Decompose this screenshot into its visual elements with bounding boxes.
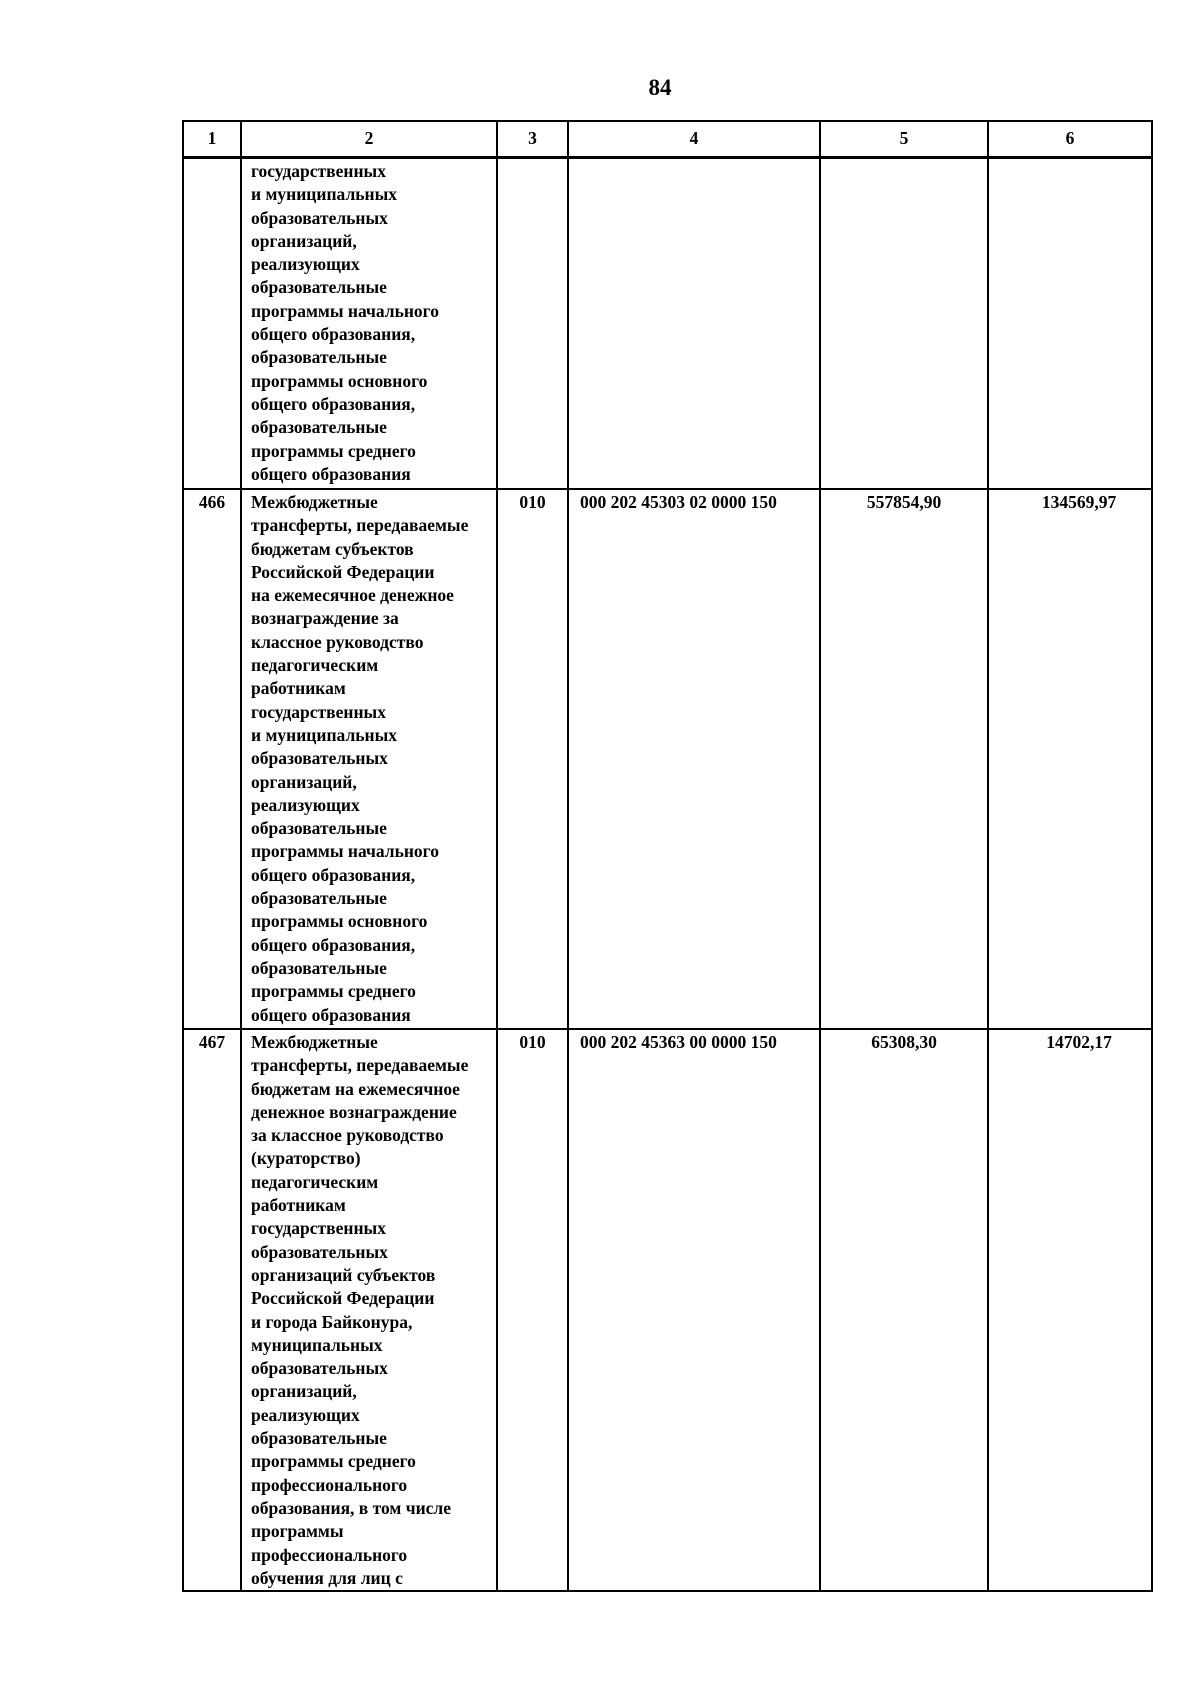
row-amount-col5 bbox=[820, 158, 988, 490]
header-cell-3: 3 bbox=[497, 121, 568, 158]
row-code bbox=[497, 158, 568, 490]
row-budget-classification-code: 000 202 45363 00 0000 150 bbox=[568, 1029, 820, 1591]
row-budget-classification-code: 000 202 45303 02 0000 150 bbox=[568, 489, 820, 1029]
page-number: 84 bbox=[648, 75, 672, 100]
row-description: Межбюджетные трансферты, передаваемые бюджетам на ежемесячное денежное вознаграждение за классное руководство (кураторство) педагогическим работникам государственных образовательных организаций субъектов Российской Федерации и города Байконура, муниципальных образовательных организаций, реализующих образовательные программы среднего профессионального образования, в том числе программы профессионального обучения для лиц с bbox=[241, 1029, 497, 1591]
budget-table bbox=[182, 120, 1153, 1592]
row-number bbox=[183, 158, 241, 490]
row-amount-col6 bbox=[988, 158, 1152, 490]
header-cell-2: 2 bbox=[241, 121, 497, 158]
table-row bbox=[183, 489, 1152, 1029]
header-cell-6: 6 bbox=[988, 121, 1152, 158]
row-code: 010 bbox=[497, 489, 568, 1029]
row-budget-classification-code bbox=[568, 158, 820, 490]
table-row bbox=[183, 158, 1152, 490]
header-cell-1: 1 bbox=[183, 121, 241, 158]
header-cell-4: 4 bbox=[568, 121, 820, 158]
row-number: 467 bbox=[183, 1029, 241, 1591]
row-code: 010 bbox=[497, 1029, 568, 1591]
table-row bbox=[183, 1029, 1152, 1591]
row-amount-col6: 14702,17 bbox=[988, 1029, 1152, 1591]
row-description: Межбюджетные трансферты, передаваемые бюджетам субъектов Российской Федерации на ежемесячное денежное вознаграждение за классное руководство педагогическим работникам государственных и муниципальных образовательных организаций, реализующих образовательные программы начального общего образования, образовательные программы основного общего образования, образовательные программы среднего общего образования bbox=[241, 489, 497, 1029]
row-number: 466 bbox=[183, 489, 241, 1029]
table-header-row bbox=[183, 121, 1152, 158]
row-amount-col6: 134569,97 bbox=[988, 489, 1152, 1029]
header-cell-5: 5 bbox=[820, 121, 988, 158]
row-amount-col5: 65308,30 bbox=[820, 1029, 988, 1591]
row-description: государственных и муниципальных образовательных организаций, реализующих образовательные программы начального общего образования, образовательные программы основного общего образования, образовательные программы среднего общего образования bbox=[241, 158, 497, 490]
row-amount-col5: 557854,90 bbox=[820, 489, 988, 1029]
